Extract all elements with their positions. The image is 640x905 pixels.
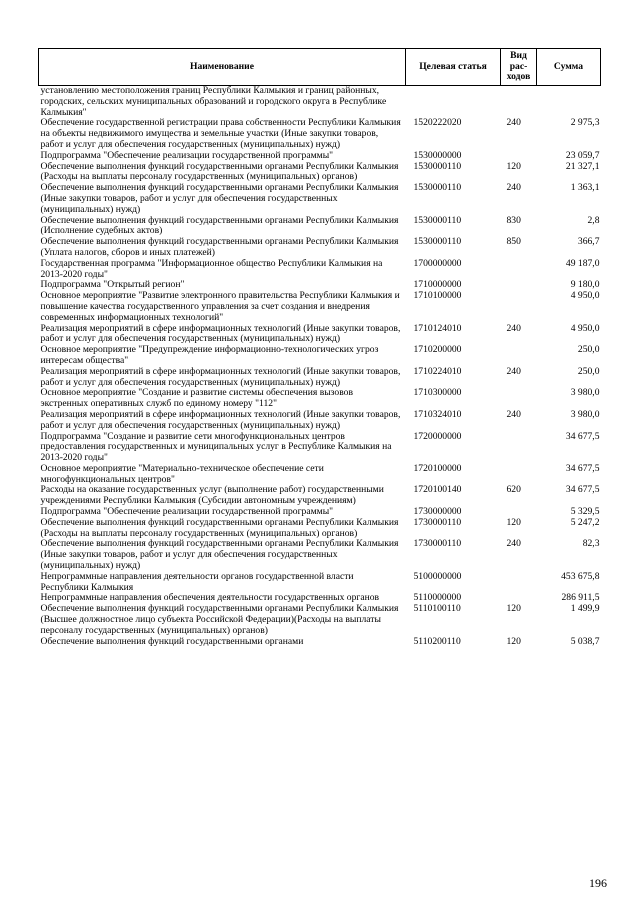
budget-table-sheet [38, 48, 600, 647]
table-row [39, 291, 601, 323]
row-name: Обеспечение государственной регистрации права собственности Республики Калмыкия на объекты недвижимого имущества и земельные участки (Иные закупки товаров, работ и услуг для обеспечения государственных (муниципальных) нужд) [40, 117, 401, 150]
row-vid [501, 259, 537, 281]
row-name: Подпрограмма "Создание и развитие сети многофункциональных центров предоставления государственных и муниципальных услуг в Республике Калмыкия на 2013-2020 годы" [40, 430, 392, 464]
table-row [39, 388, 601, 410]
row-sum: 5 038,7 [570, 635, 600, 647]
row-code: 1730000000 [413, 506, 462, 518]
row-code: 1730000110 [413, 516, 462, 528]
table-row [39, 345, 601, 367]
table-row [39, 485, 601, 507]
row-name: Непрограммные направления обеспечения деятельности государственных органов [40, 592, 380, 604]
row-name: Государственная программа "Информационное общество Республики Калмыкия на 2013-2020 годы" [40, 257, 383, 280]
row-vid [501, 388, 537, 410]
row-vid: 830 [506, 214, 521, 226]
table-row [39, 637, 601, 648]
row-sum: 366,7 [577, 236, 600, 248]
row-name: Подпрограмма "Открытый регион" [40, 279, 185, 291]
row-sum: 1 499,9 [570, 603, 600, 615]
row-vid [501, 432, 537, 464]
row-sum: 23 059,7 [565, 149, 600, 161]
row-name: установлению местоположения границ Республики Калмыкия и границ районных, городских, сельских муниципальных образований и городского округа в Республике Калмыкия" [40, 85, 387, 118]
row-sum: 1 363,1 [570, 182, 600, 194]
row-code: 5110100110 [413, 603, 461, 615]
row-vid [501, 464, 537, 486]
row-sum: 286 911,5 [561, 592, 600, 604]
row-sum: 3 980,0 [570, 408, 600, 420]
table-row [39, 324, 601, 346]
row-sum: 34 677,5 [565, 430, 600, 442]
row-vid: 240 [506, 117, 521, 129]
row-code: 1710224010 [413, 365, 462, 377]
table-row [39, 162, 601, 184]
row-sum: 9 180,0 [570, 279, 600, 291]
table-row [39, 151, 601, 162]
row-vid: 240 [506, 538, 521, 550]
row-code: 1710000000 [413, 279, 462, 291]
row-sum: 5 247,2 [570, 516, 600, 528]
header-name: Наименование [39, 49, 406, 86]
row-name: Реализация мероприятий в сфере информационных технологий (Иные закупки товаров, работ и услуг для обеспечения государственных (муниципальных) нужд) [40, 365, 401, 388]
row-name: Основное мероприятие "Материально-техническое обеспечение сети многофункциональных центров" [40, 462, 324, 485]
row-vid: 850 [506, 236, 521, 248]
row-name: Подпрограмма "Обеспечение реализации государственной программы" [40, 506, 334, 518]
row-vid: 240 [506, 182, 521, 194]
row-sum: 250,0 [577, 365, 600, 377]
row-name: Реализация мероприятий в сфере информационных технологий (Иные закупки товаров, работ и услуг для обеспечения государственных (муниципальных) нужд) [40, 408, 401, 431]
row-code: 1710124010 [413, 322, 462, 334]
row-vid: 120 [506, 603, 521, 615]
row-sum: 82,3 [582, 538, 600, 550]
row-vid: 240 [506, 365, 521, 377]
row-code: 1530000110 [413, 160, 462, 172]
row-vid: 620 [506, 484, 521, 496]
row-code [406, 86, 501, 119]
row-sum: 5 329,5 [570, 506, 600, 518]
row-code: 1520222020 [413, 117, 462, 129]
row-vid: 240 [506, 408, 521, 420]
header-sum: Сумма [537, 49, 601, 86]
row-name: Подпрограмма "Обеспечение реализации государственной программы" [40, 149, 334, 161]
row-vid: 120 [506, 516, 521, 528]
table-row [39, 183, 601, 215]
row-sum: 250,0 [577, 344, 600, 356]
row-vid [501, 345, 537, 367]
table-row [39, 410, 601, 432]
row-code: 1530000000 [413, 149, 462, 161]
table-row [39, 367, 601, 389]
row-sum: 21 327,1 [565, 160, 600, 172]
row-code: 1710100000 [413, 290, 462, 302]
row-vid [501, 280, 537, 291]
table-row [39, 237, 601, 259]
row-code: 1720000000 [413, 430, 462, 442]
row-sum: 2 975,3 [570, 117, 600, 129]
row-code: 1710324010 [413, 408, 462, 420]
row-sum: 4 950,0 [570, 290, 600, 302]
row-name: Непрограммные направления деятельности органов государственной власти Республики Калмыкия [40, 570, 354, 593]
row-name: Обеспечение выполнения функций государственными органами Республики Калмыкия (Уплата налогов, сборов и иных платежей) [40, 236, 399, 258]
row-code: 1530000110 [413, 214, 462, 226]
row-code: 1710200000 [413, 344, 462, 356]
header-vid: Вид рас-ходов [501, 49, 537, 86]
table-row [39, 572, 601, 594]
row-name: Обеспечение выполнения функций государственными органами Республики Калмыкия (Иные закупки товаров, работ и услуг для обеспечения государственных (муниципальных) нужд) [40, 538, 399, 572]
row-name: Обеспечение выполнения функций государственными органами Республики Калмыкия (Расходы на выплаты персоналу государственных (муниципальных) органов) [40, 516, 399, 539]
row-code: 1530000110 [413, 236, 462, 248]
row-sum [537, 86, 601, 119]
row-vid [501, 151, 537, 162]
row-code: 1720100000 [413, 462, 462, 474]
table-row [39, 518, 601, 540]
budget-table [38, 48, 601, 647]
table-row [39, 464, 601, 486]
row-sum: 34 677,5 [565, 484, 600, 496]
row-vid [501, 572, 537, 594]
row-code: 1700000000 [413, 257, 462, 269]
row-name: Реализация мероприятий в сфере информационных технологий (Иные закупки товаров, работ и услуг для обеспечения государственных (муниципальных) нужд) [40, 322, 401, 345]
row-sum: 3 980,0 [570, 387, 600, 399]
row-vid [501, 291, 537, 323]
row-name: Основное мероприятие "Развитие электронного правительства Республики Калмыкия и повышение качества государственного управления за счет создания и внедрения современных информационных технологий" [40, 290, 400, 323]
page-number: 196 [589, 876, 607, 890]
row-code: 1730000110 [413, 538, 462, 550]
row-vid [501, 86, 537, 119]
row-code: 1720100140 [413, 484, 462, 496]
table-row [39, 118, 601, 150]
row-code: 5100000000 [413, 570, 462, 582]
table-row [39, 86, 601, 119]
table-row [39, 216, 601, 238]
row-code: 1710300000 [413, 387, 462, 399]
row-name: Расходы на оказание государственных услуг (выполнение работ) государственными учреждениями Республики Калмыкия (Субсидии автономным учреждениям) [40, 484, 384, 507]
row-name: Основное мероприятие "Предупреждение информационно-технологических угроз интересам общества" [40, 344, 379, 366]
row-code: 5110000000 [413, 592, 462, 604]
row-vid: 240 [506, 322, 521, 334]
row-vid: 120 [506, 635, 521, 647]
row-name: Обеспечение выполнения функций государственными органами [40, 635, 304, 647]
table-row [39, 259, 601, 281]
row-name: Обеспечение выполнения функций государственными органами Республики Калмыкия (Исполнение судебных актов) [40, 214, 399, 237]
row-sum: 2,8 [587, 214, 600, 226]
row-sum: 4 950,0 [570, 322, 600, 334]
table-row [39, 604, 601, 636]
row-name: Обеспечение выполнения функций государственными органами Республики Калмыкия (Расходы на выплаты персоналу государственных (муниципальных) органов) [40, 160, 399, 183]
row-sum: 453 675,8 [561, 570, 600, 582]
row-sum: 34 677,5 [565, 462, 600, 474]
table-row [39, 432, 601, 464]
table-header-row [39, 49, 601, 86]
row-vid: 120 [506, 160, 521, 172]
table-row [39, 539, 601, 571]
row-name: Обеспечение выполнения функций государственными органами Республики Калмыкия (Высшее должностное лицо субъекта Российской Федерации)(Расходы на выплаты персоналу государственных (муниципальных) органов) [40, 603, 399, 636]
row-name: Основное мероприятие "Создание и развитие системы обеспечения вызовов экстренных оперативных служб по единому номеру "112" [40, 387, 353, 410]
header-code: Целевая статья [406, 49, 501, 86]
row-sum: 49 187,0 [565, 257, 600, 269]
row-code: 1530000110 [413, 182, 462, 194]
row-code: 5110200110 [413, 635, 461, 647]
row-name: Обеспечение выполнения функций государственными органами Республики Калмыкия (Иные закупки товаров, работ и услуг для обеспечения государственных (муниципальных) нужд) [40, 182, 399, 215]
